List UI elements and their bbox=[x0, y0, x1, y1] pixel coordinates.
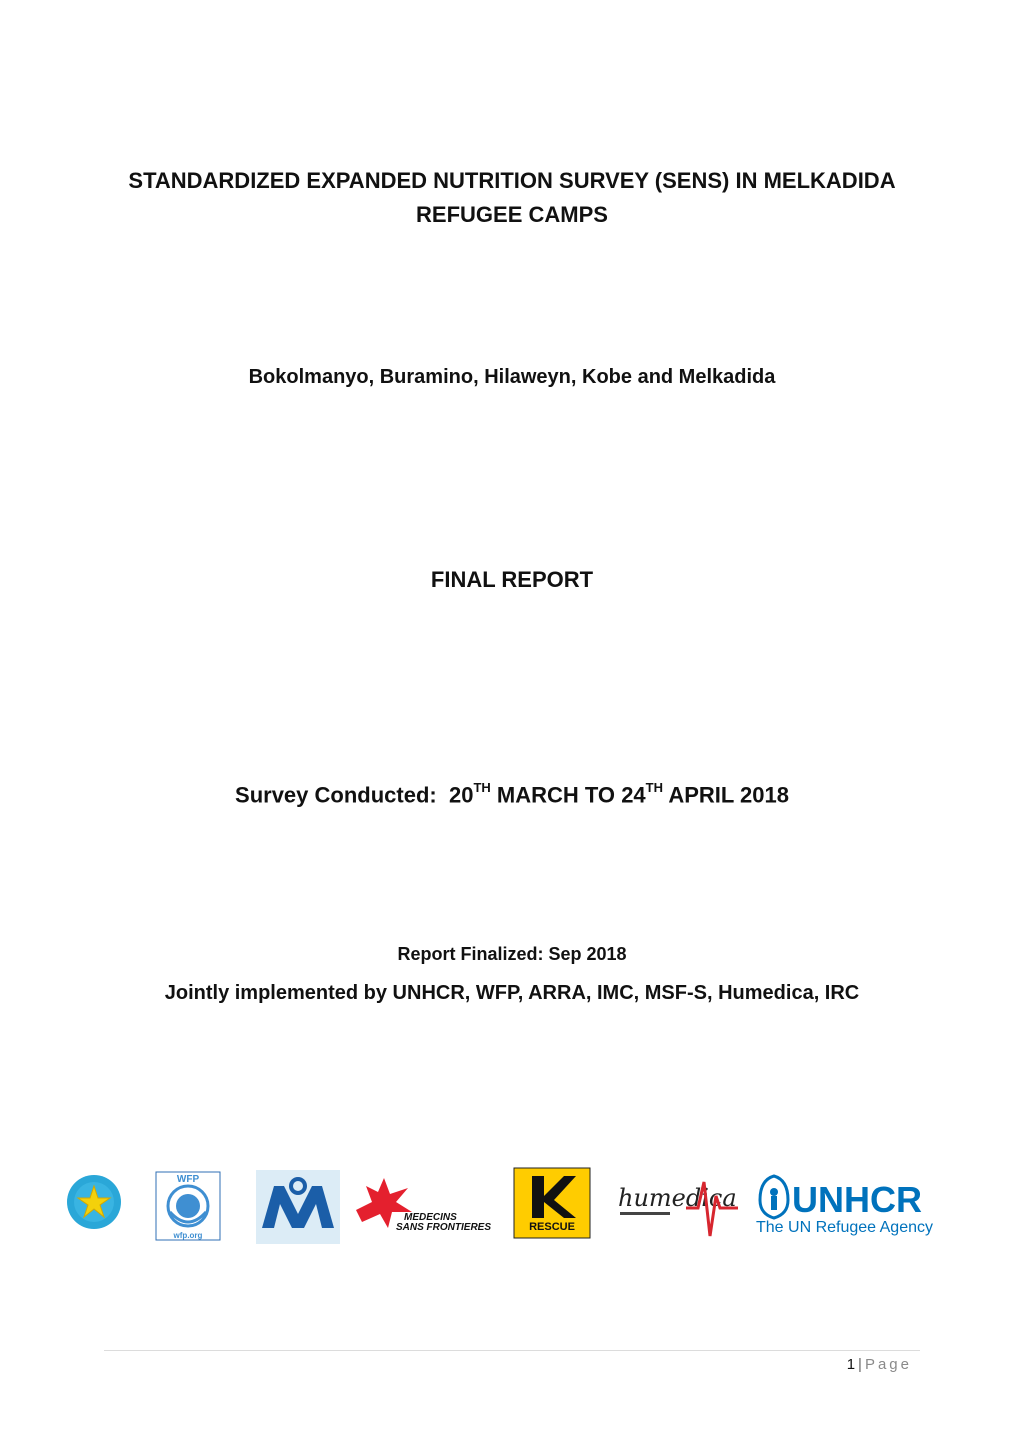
start-day: 20 bbox=[448, 782, 474, 808]
page-number: 1 bbox=[846, 1356, 856, 1373]
end-month: APRIL 2018 bbox=[668, 782, 789, 808]
humedica-text: humedica bbox=[618, 1184, 737, 1212]
msf-text-line-2: SANS FRONTIERES bbox=[396, 1222, 492, 1233]
end-day-suffix: TH bbox=[645, 780, 664, 795]
irc-text: RESCUE bbox=[529, 1221, 575, 1233]
title-line-2: REFUGEE CAMPS bbox=[416, 202, 608, 227]
report-finalized: Report Finalized: Sep 2018 bbox=[397, 944, 627, 964]
unhcr-sub-text: The UN Refugee Agency bbox=[756, 1219, 933, 1236]
wfp-top-text: WFP bbox=[176, 1174, 200, 1185]
msf-text-line-1: MEDECINS bbox=[404, 1212, 457, 1223]
page-footer bbox=[847, 1356, 912, 1373]
ethiopia-emblem-logo bbox=[66, 1174, 122, 1230]
page-label: Page bbox=[864, 1356, 912, 1373]
start-month: MARCH TO bbox=[496, 782, 616, 808]
footer-divider bbox=[104, 1350, 920, 1351]
start-day-suffix: TH bbox=[473, 780, 491, 795]
msf-logo bbox=[352, 1172, 492, 1234]
survey-conducted bbox=[0, 782, 1024, 808]
irc-logo bbox=[514, 1168, 590, 1238]
camps-subtitle: Bokolmanyo, Buramino, Hilaweyn, Kobe and Melkadida bbox=[248, 366, 776, 388]
survey-conducted-label: Survey Conducted: bbox=[235, 782, 437, 808]
footer-separator: | bbox=[858, 1356, 862, 1373]
unhcr-main-text: UNHCR bbox=[792, 1179, 922, 1220]
humedica-logo bbox=[616, 1172, 740, 1244]
title-line-1: STANDARDIZED EXPANDED NUTRITION SURVEY (SENS) IN MELKADIDA bbox=[128, 168, 896, 193]
end-day: 24 bbox=[621, 782, 646, 808]
document-title bbox=[90, 164, 934, 232]
wfp-bottom-text: wfp.org bbox=[173, 1231, 203, 1240]
arra-logo bbox=[256, 1170, 340, 1244]
wfp-logo bbox=[156, 1168, 220, 1240]
implementing-partners: Jointly implemented by UNHCR, WFP, ARRA, IMC, MSF-S, Humedica, IRC bbox=[164, 982, 860, 1004]
final-report-heading: FINAL REPORT bbox=[430, 567, 594, 592]
unhcr-logo bbox=[754, 1172, 933, 1236]
